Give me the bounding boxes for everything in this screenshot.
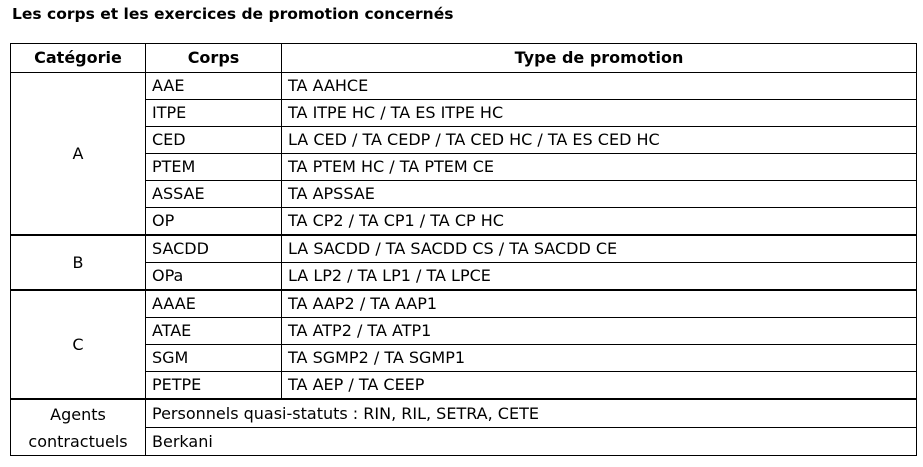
corps-cell: AAE — [146, 73, 282, 100]
corps-cell: SGM — [146, 345, 282, 372]
corps-cell: ASSAE — [146, 181, 282, 208]
table-row — [11, 372, 917, 400]
contract-cell: Personnels quasi-statuts : RIN, RIL, SETRA, CETE — [146, 399, 917, 428]
category-b: B — [11, 235, 146, 290]
header-categorie: Catégorie — [11, 44, 146, 73]
header-row — [11, 44, 917, 73]
category-c: C — [11, 290, 146, 399]
table-row — [11, 154, 917, 181]
table-row — [11, 428, 917, 456]
type-cell: TA AEP / TA CEEP — [282, 372, 917, 400]
type-cell: LA CED / TA CEDP / TA CED HC / TA ES CED HC — [282, 127, 917, 154]
corps-cell: SACDD — [146, 235, 282, 263]
table-row — [11, 263, 917, 291]
table-row — [11, 208, 917, 236]
corps-cell: OPa — [146, 263, 282, 291]
type-cell: TA ITPE HC / TA ES ITPE HC — [282, 100, 917, 127]
type-cell: TA APSSAE — [282, 181, 917, 208]
table-row — [11, 181, 917, 208]
corps-cell: PETPE — [146, 372, 282, 400]
corps-cell: OP — [146, 208, 282, 236]
type-cell: TA AAP2 / TA AAP1 — [282, 290, 917, 318]
category-agents-contractuels: Agents contractuels — [11, 399, 146, 456]
table-row — [11, 73, 917, 100]
type-cell: TA AAHCE — [282, 73, 917, 100]
type-cell: TA PTEM HC / TA PTEM CE — [282, 154, 917, 181]
header-corps: Corps — [146, 44, 282, 73]
corps-cell: CED — [146, 127, 282, 154]
type-cell: LA SACDD / TA SACDD CS / TA SACDD CE — [282, 235, 917, 263]
document-title: Les corps et les exercices de promotion concernés — [12, 5, 454, 23]
table-row — [11, 127, 917, 154]
contract-cell: Berkani — [146, 428, 917, 456]
table-row — [11, 290, 917, 318]
table-row — [11, 345, 917, 372]
corps-cell: PTEM — [146, 154, 282, 181]
type-cell: TA CP2 / TA CP1 / TA CP HC — [282, 208, 917, 236]
category-a: A — [11, 73, 146, 236]
table-row — [11, 318, 917, 345]
type-cell: TA SGMP2 / TA SGMP1 — [282, 345, 917, 372]
header-type-promotion: Type de promotion — [282, 44, 917, 73]
type-cell: LA LP2 / TA LP1 / TA LPCE — [282, 263, 917, 291]
corps-cell: AAAE — [146, 290, 282, 318]
table-row — [11, 235, 917, 263]
corps-cell: ATAE — [146, 318, 282, 345]
table-row — [11, 399, 917, 428]
table-row — [11, 100, 917, 127]
promotion-table — [10, 43, 917, 456]
type-cell: TA ATP2 / TA ATP1 — [282, 318, 917, 345]
corps-cell: ITPE — [146, 100, 282, 127]
